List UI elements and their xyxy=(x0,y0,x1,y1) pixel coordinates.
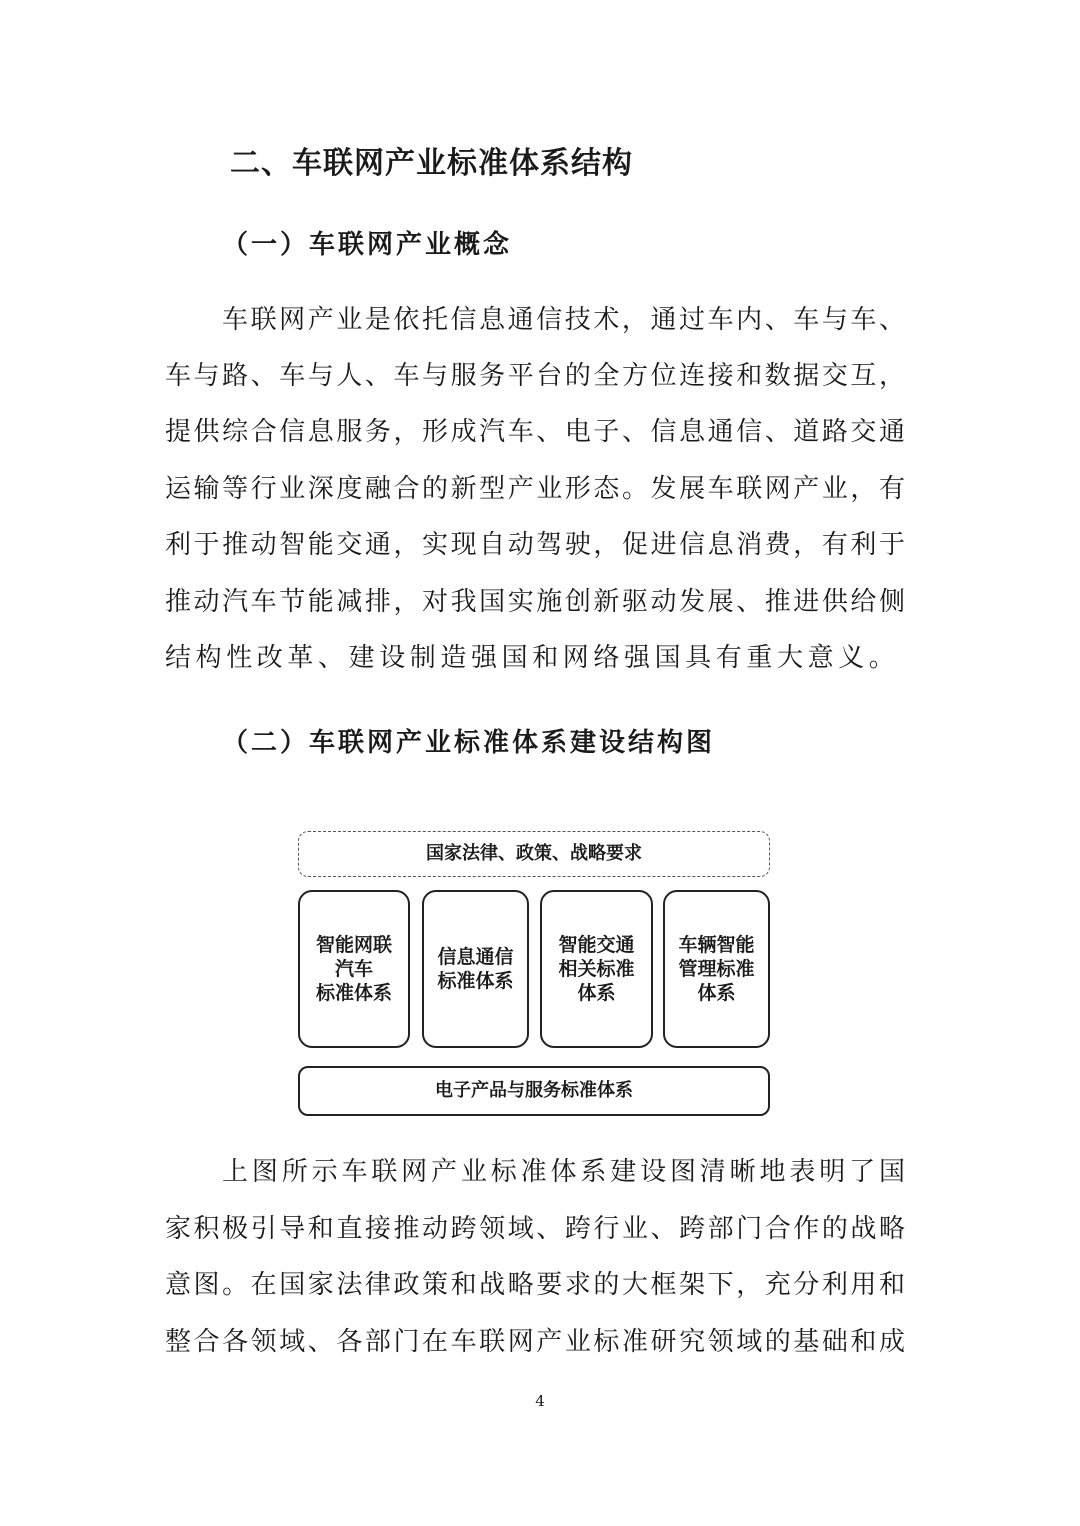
diagram-box-ict: 信息通信 标准体系 xyxy=(422,890,529,1048)
paragraph-line: 运输等行业深度融合的新型产业形态。发展车联网产业，有 xyxy=(165,474,905,504)
paragraph-line: 提供综合信息服务，形成汽车、电子、信息通信、道路交通 xyxy=(165,417,905,447)
paragraph-line: 整合各领域、各部门在车联网产业标准研究领域的基础和成 xyxy=(165,1327,905,1357)
diagram-top-box: 国家法律、政策、战略要求 xyxy=(298,831,770,877)
diagram-box-ica: 智能网联 汽车 标准体系 xyxy=(298,890,410,1048)
paragraph-line: 家积极引导和直接推动跨领域、跨行业、跨部门合作的战略 xyxy=(165,1214,905,1244)
subsection-heading-2: （二）车联网产业标准体系建设结构图 xyxy=(222,728,716,758)
paragraph-line: 上图所示车联网产业标准体系建设图清晰地表明了国 xyxy=(222,1157,905,1187)
paragraph-line: 车联网产业是依托信息通信技术，通过车内、车与车、 xyxy=(222,305,905,335)
paragraph-line: 意图。在国家法律政策和战略要求的大框架下，充分利用和 xyxy=(165,1270,905,1300)
diagram-box-vehicle-mgmt: 车辆智能 管理标准 体系 xyxy=(663,890,770,1048)
diagram-bottom-box: 电子产品与服务标准体系 xyxy=(298,1066,770,1116)
paragraph-line: 利于推动智能交通，实现自动驾驶，促进信息消费，有利于 xyxy=(165,530,905,560)
diagram-box-its: 智能交通 相关标准 体系 xyxy=(540,890,653,1048)
section-heading: 二、车联网产业标准体系结构 xyxy=(230,146,633,181)
page-number: 4 xyxy=(535,1392,545,1410)
paragraph-line: 车与路、车与人、车与服务平台的全方位连接和数据交互， xyxy=(165,361,905,391)
paragraph-line: 结构性改革、建设制造强国和网络强国具有重大意义。 xyxy=(165,643,900,673)
subsection-heading-1: （一）车联网产业概念 xyxy=(222,230,513,260)
paragraph-line: 推动汽车节能减排，对我国实施创新驱动发展、推进供给侧 xyxy=(165,587,905,617)
